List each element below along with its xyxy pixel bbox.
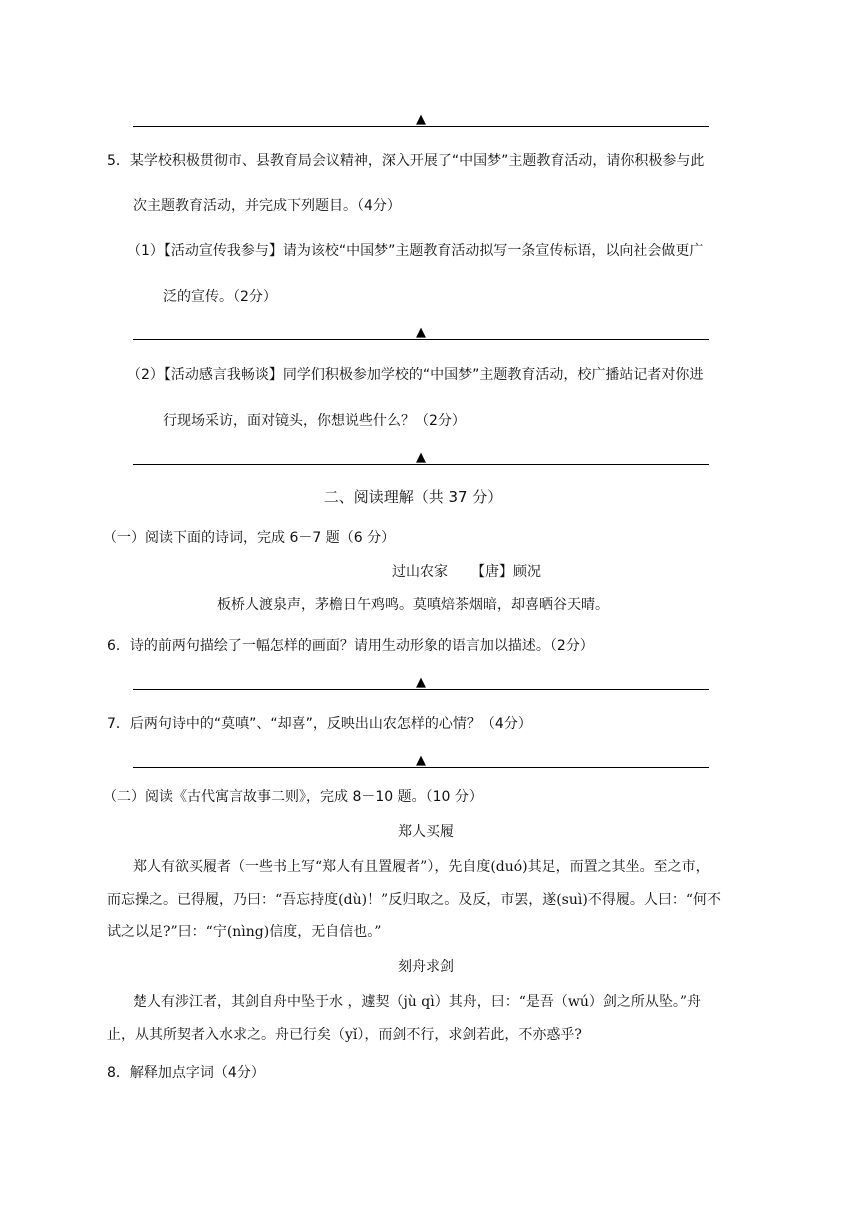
answer-marker-icon: ▲ xyxy=(416,325,426,340)
story-1-line-2: 而忘操之。已得履，乃曰：“吾忘持度(dù)！”反归取之。及反，市罢，遂(suì)不得履。人曰：“何不 xyxy=(107,892,721,908)
answer-line xyxy=(133,113,709,127)
answer-line xyxy=(133,451,709,465)
question-6: 6．诗的前两句描绘了一幅怎样的画面？请用生动形象的语言加以描述。（2分） xyxy=(107,638,594,654)
answer-marker-icon: ▲ xyxy=(416,112,426,127)
underline-divider xyxy=(133,126,709,127)
underline-divider xyxy=(133,767,709,768)
answer-line xyxy=(133,676,709,690)
answer-marker-icon: ▲ xyxy=(416,753,426,768)
question-5-sub-2-line-1: （2）【活动感言我畅谈】同学们积极参加学校的“中国梦”主题教育活动，校广播站记者对你进 xyxy=(127,367,704,383)
story-1-line-3: 试之以足?”曰：“宁(nìng)信度，无自信也。” xyxy=(107,924,382,940)
underline-divider xyxy=(133,464,709,465)
story-2-line-1: 楚人有涉江者，其剑自舟中坠于水 ，遽契（jù qì）其舟，曰：“是吾（wú）剑之所从坠。”舟 xyxy=(133,994,702,1010)
question-8: 8．解释加点字词（4分） xyxy=(107,1065,265,1081)
question-7: 7．后两句诗中的“莫嗔”、“却喜”，反映出山农怎样的心情？（4分） xyxy=(107,716,532,732)
answer-line xyxy=(133,326,709,340)
poem-text: 板桥人渡泉声，茅檐日午鸡鸣。莫嗔焙茶烟暗，却喜晒谷天晴。 xyxy=(217,597,609,613)
poem-author: 【唐】顾况 xyxy=(471,564,541,580)
underline-divider xyxy=(133,339,709,340)
poem-title: 过山农家 xyxy=(392,564,448,580)
section-heading: 二、阅读理解（共 37 分） xyxy=(323,488,503,506)
story-2-line-2: 止，从其所契者入水求之。舟已行矣（yǐ），而剑不行，求剑若此，不亦惑乎? xyxy=(107,1027,582,1043)
story-2-title: 刻舟求剑 xyxy=(398,959,454,975)
question-5-line-2: 次主题教育活动，并完成下列题目。（4分） xyxy=(133,198,401,214)
question-5-sub-2-line-2: 行现场采访，面对镜头，你想说些什么？（2分） xyxy=(163,413,466,429)
answer-line xyxy=(133,754,709,768)
answer-marker-icon: ▲ xyxy=(416,675,426,690)
underline-divider xyxy=(133,689,709,690)
story-1-title: 郑人买履 xyxy=(398,824,454,840)
answer-marker-icon: ▲ xyxy=(416,450,426,465)
part-2-intro: （二）阅读《古代寓言故事二则》，完成 8－10 题。（10 分） xyxy=(103,789,483,805)
question-5-sub-1-line-2: 泛的宣传。（2分） xyxy=(163,289,277,305)
part-1-intro: （一）阅读下面的诗词，完成 6－7 题（6 分） xyxy=(103,530,396,546)
story-1-line-1: 郑人有欲买履者（一些书上写“郑人有且置履者”），先自度(duó)其足，而置之其坐。至之市， xyxy=(133,859,710,875)
question-5-line-1: 5．某学校积极贯彻市、县教育局会议精神，深入开展了“中国梦”主题教育活动，请你积极参与此 xyxy=(107,153,705,169)
question-5-sub-1-line-1: （1）【活动宣传我参与】请为该校“中国梦”主题教育活动拟写一条宣传标语，以向社会做更广 xyxy=(127,243,704,259)
